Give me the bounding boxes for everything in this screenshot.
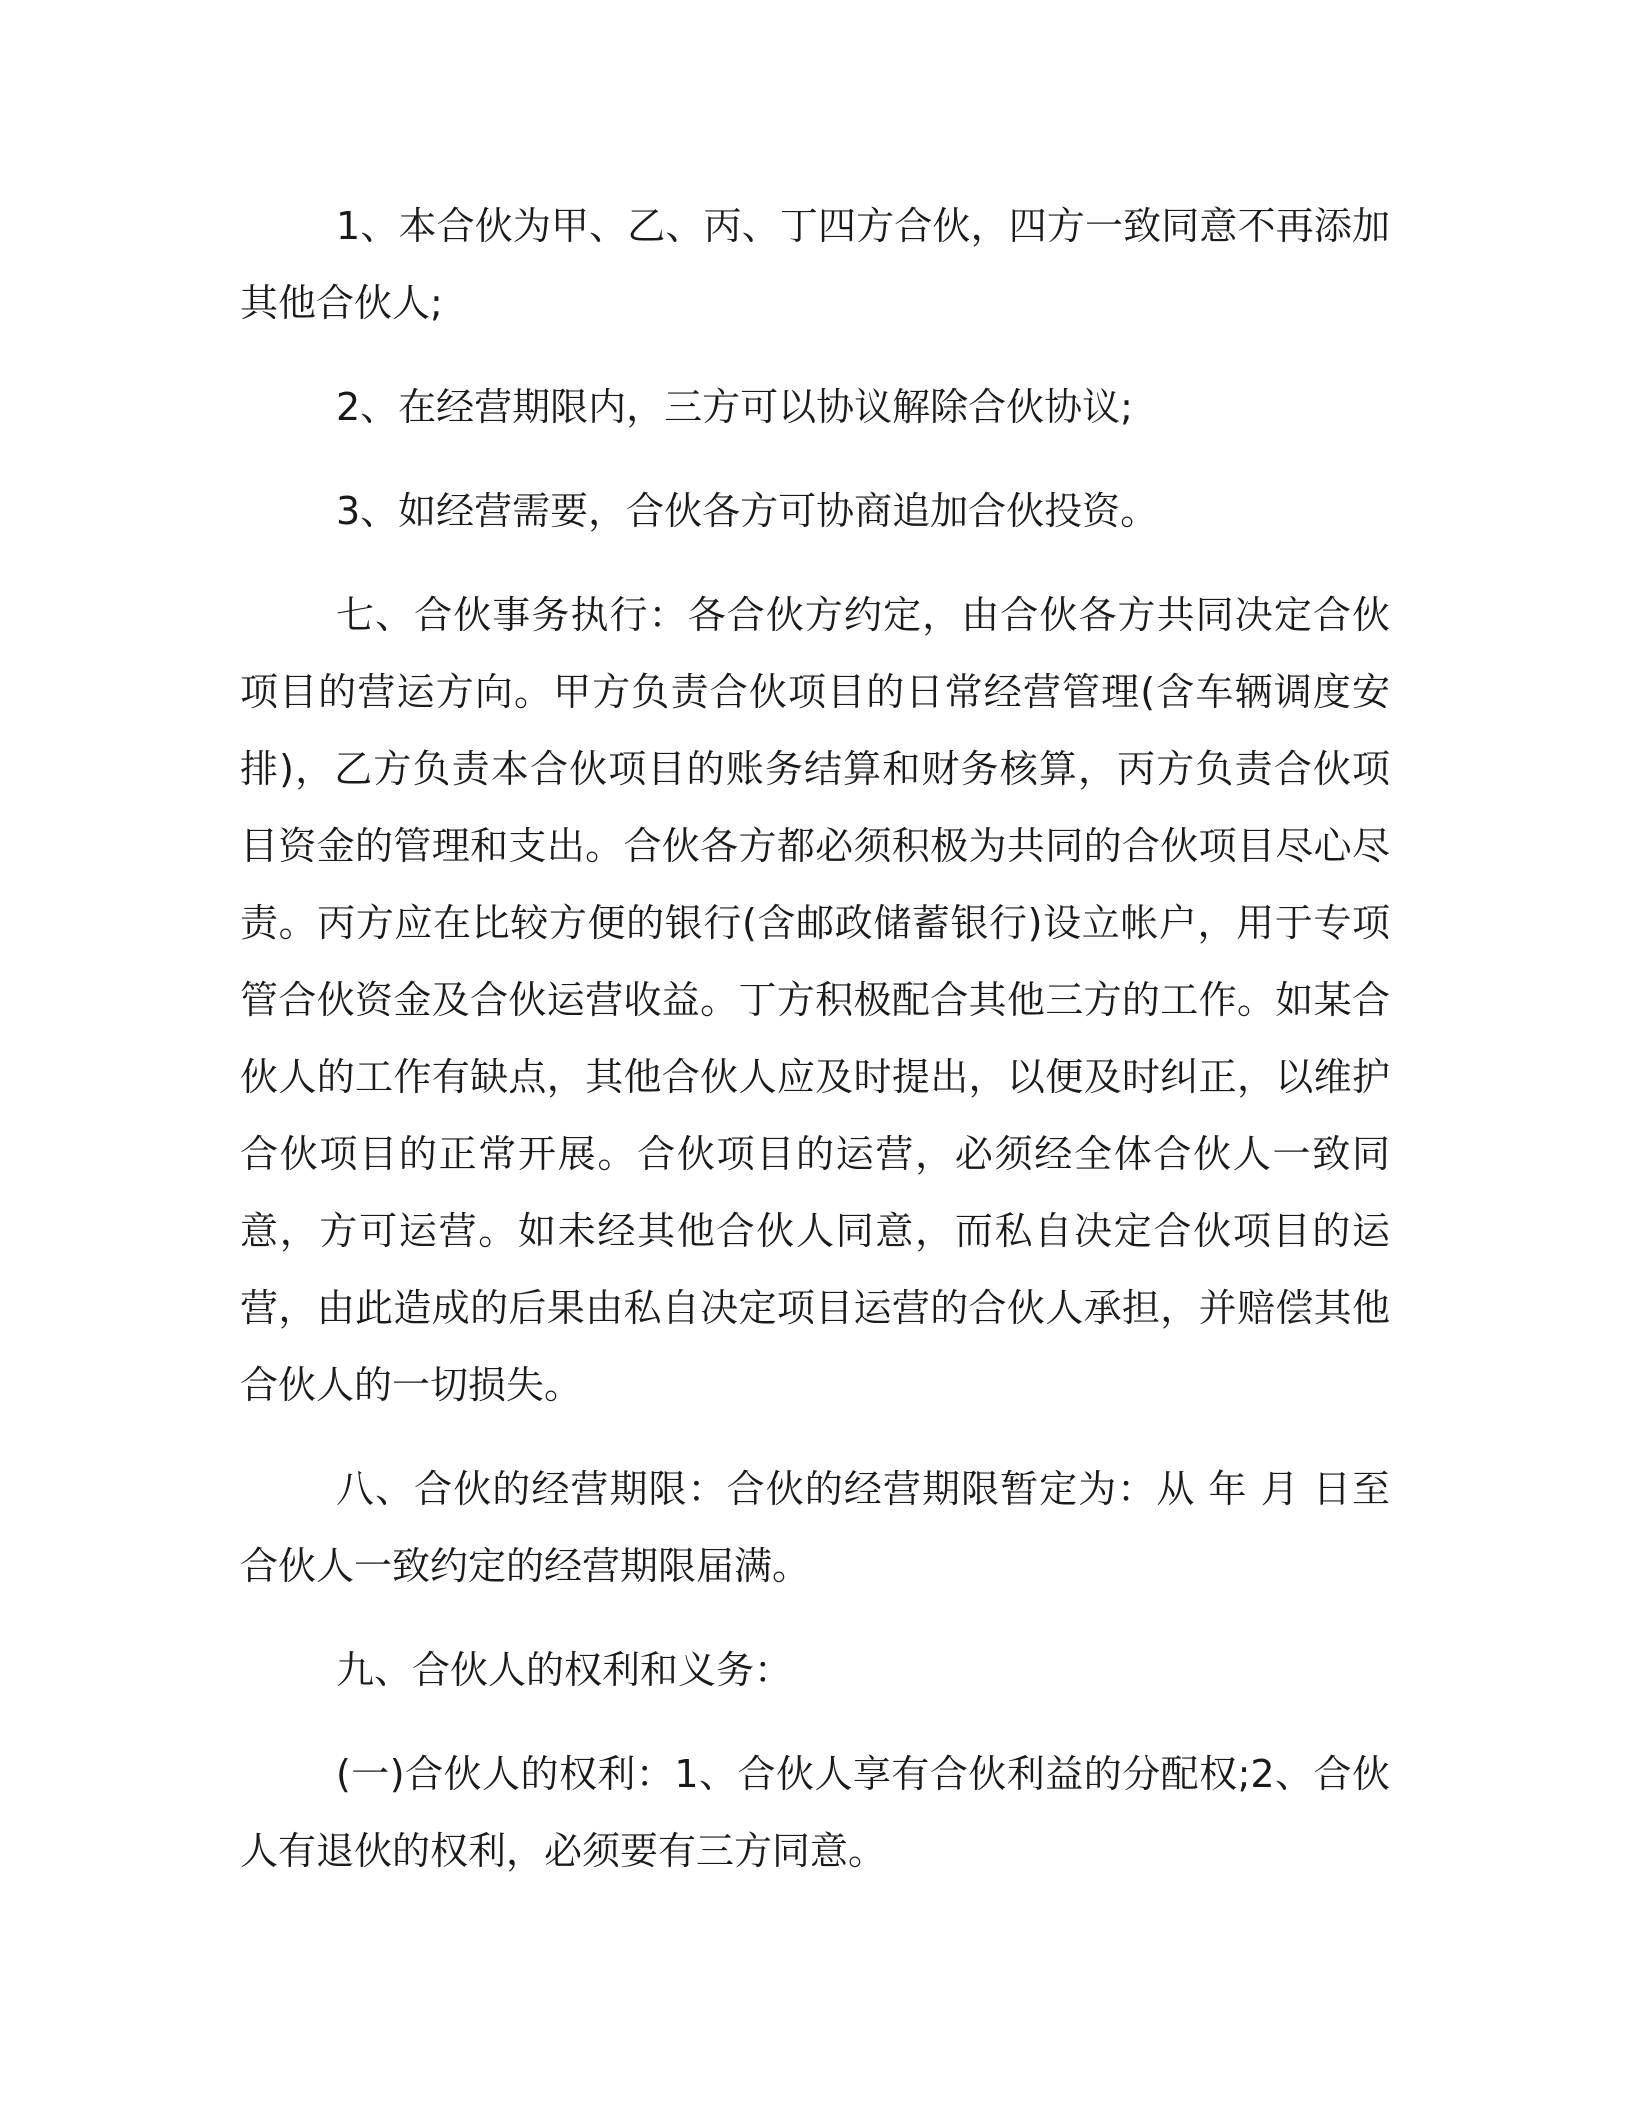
section-eight-paragraph: 八、合伙的经营期限：合伙的经营期限暂定为：从 年 月 日至合伙人一致约定的经营期限届满。	[240, 1467, 1390, 1588]
clause-paragraph-2: 2、在经营期限内，三方可以协议解除合伙协议;	[336, 385, 1133, 429]
section-nine-heading: 九、合伙人的权利和义务：	[336, 1648, 793, 1692]
section-seven-paragraph: 七、合伙事务执行：各合伙方约定，由合伙各方共同决定合伙项目的营运方向。甲方负责合伙项目的日常经营管理(含车辆调度安排)，乙方负责本合伙项目的账务结算和财务核算，丙方负责合伙项目资金的管理和支出。合伙各方都必须积极为共同的合伙项目尽心尽责。丙方应在比较方便的银行(含邮政储蓄银行)设立帐户，用于专项管合伙资金及合伙运营收益。丁方积极配合其他三方的工作。如某合伙人的工作有缺点，其他合伙人应及时提出，以便及时纠正，以维护合伙项目的正常开展。合伙项目的运营，必须经全体合伙人一致同意，方可运营。如未经其他合伙人同意，而私自决定合伙项目的运营，由此造成的后果由私自决定项目运营的合伙人承担，并赔偿其他合伙人的一切损失。	[240, 593, 1390, 1407]
document-body	[240, 188, 1390, 1890]
clause-paragraph-1: 1、本合伙为甲、乙、丙、丁四方合伙，四方一致同意不再添加其他合伙人;	[240, 204, 1390, 325]
clause-paragraph-3: 3、如经营需要，合伙各方可协商追加合伙投资。	[336, 489, 1159, 533]
partner-rights-paragraph: (一)合伙人的权利：1、合伙人享有合伙利益的分配权;2、合伙人有退伙的权利，必须要有三方同意。	[240, 1752, 1390, 1873]
